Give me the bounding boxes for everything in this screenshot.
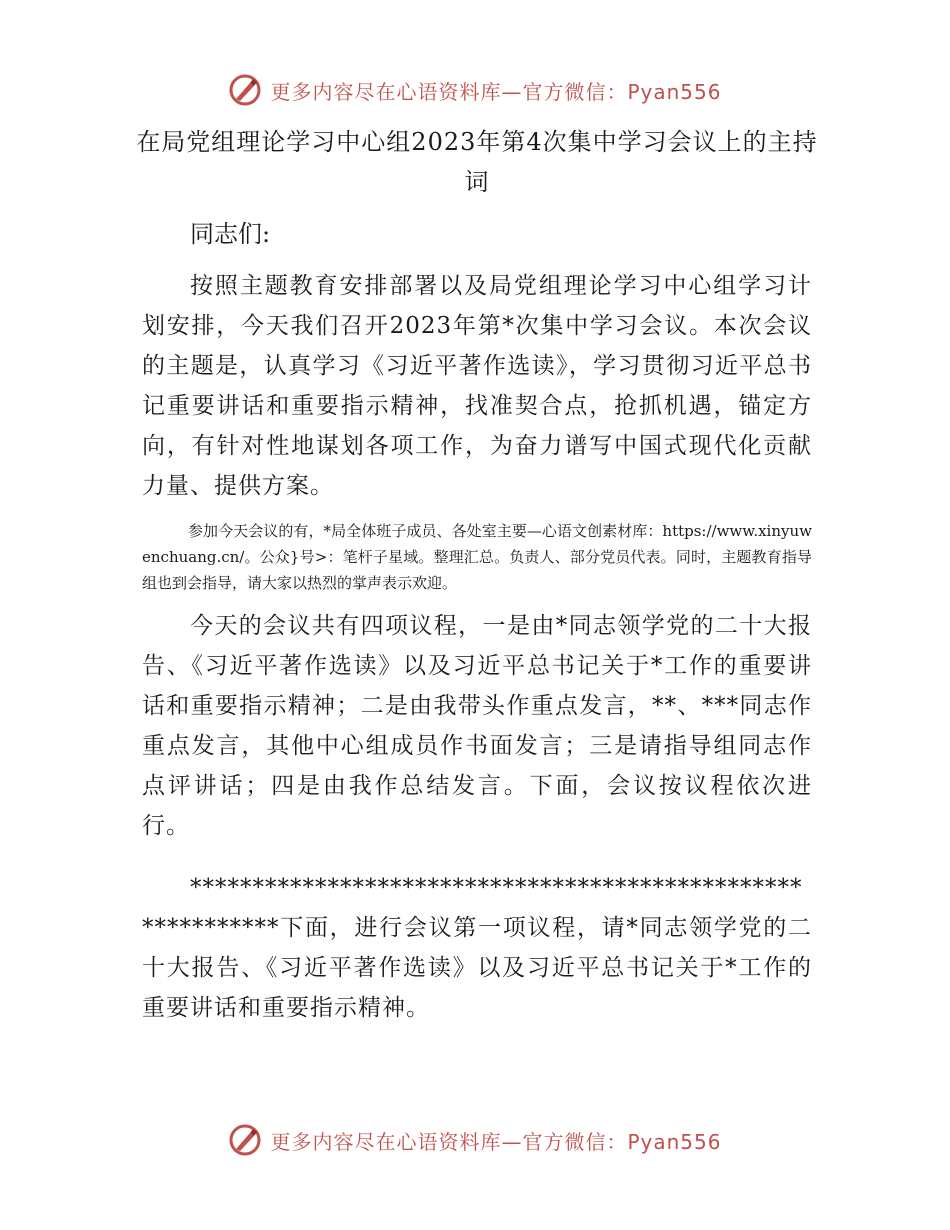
watermark-text: 更多内容尽在心语资料库—官方微信：Pyan556 (270, 1129, 722, 1154)
paragraph: 今天的会议共有四项议程，一是由*同志领学党的二十大报告、《习近平著作选读》以及习近平总书记关于*工作的重要讲话和重要指示精神；二是由我带头作重点发言，**、***同志作重点发言，其他中心组成员作书面发言；三是请指导组同志作点评讲话；四是由我作总结发言。下面，会议按议程依次进行。 (142, 613, 812, 839)
paragraph: ************************************************************下面，进行会议第一项议程，请*同志领学党的二十大报告、《习近平著作选读》以及习近平总书记关于*工作的重要讲话和重要指示精神。 (142, 875, 812, 1021)
document-body (136, 122, 818, 1040)
watermark-footer (0, 1120, 950, 1160)
pen-logo-icon (228, 73, 262, 107)
paragraph: 按照主题教育安排部署以及局党组理论学习中心组学习计划安排，今天我们召开2023年第*次集中学习会议。本次会议的主题是，认真学习《习近平著作选读》，学习贯彻习近平总书记重要讲话和重要指示精神，找准契合点，抢抓机遇，锚定方向，有针对性地谋划各项工作，为奋力谱写中国式现代化贡献力量、提供方案。 (142, 273, 812, 499)
watermark-text: 更多内容尽在心语资料库—官方微信：Pyan556 (270, 79, 722, 104)
watermark-header (0, 70, 950, 110)
greeting: 同志们: (190, 220, 271, 248)
pen-logo-icon (228, 1123, 262, 1157)
paragraph-small: 参加今天会议的有，*局全体班子成员、各处室主要—心语文创素材库：https://www.xinyuwenchuang.cn/。公众}号>：笔杆子星域。整理汇总。负责人、部分党员代表。同时，主题教育指导组也到会指导，请大家以热烈的掌声表示欢迎。 (142, 522, 812, 592)
document-title: 在局党组理论学习中心组2023年第4次集中学习会议上的主持词 (136, 128, 818, 196)
